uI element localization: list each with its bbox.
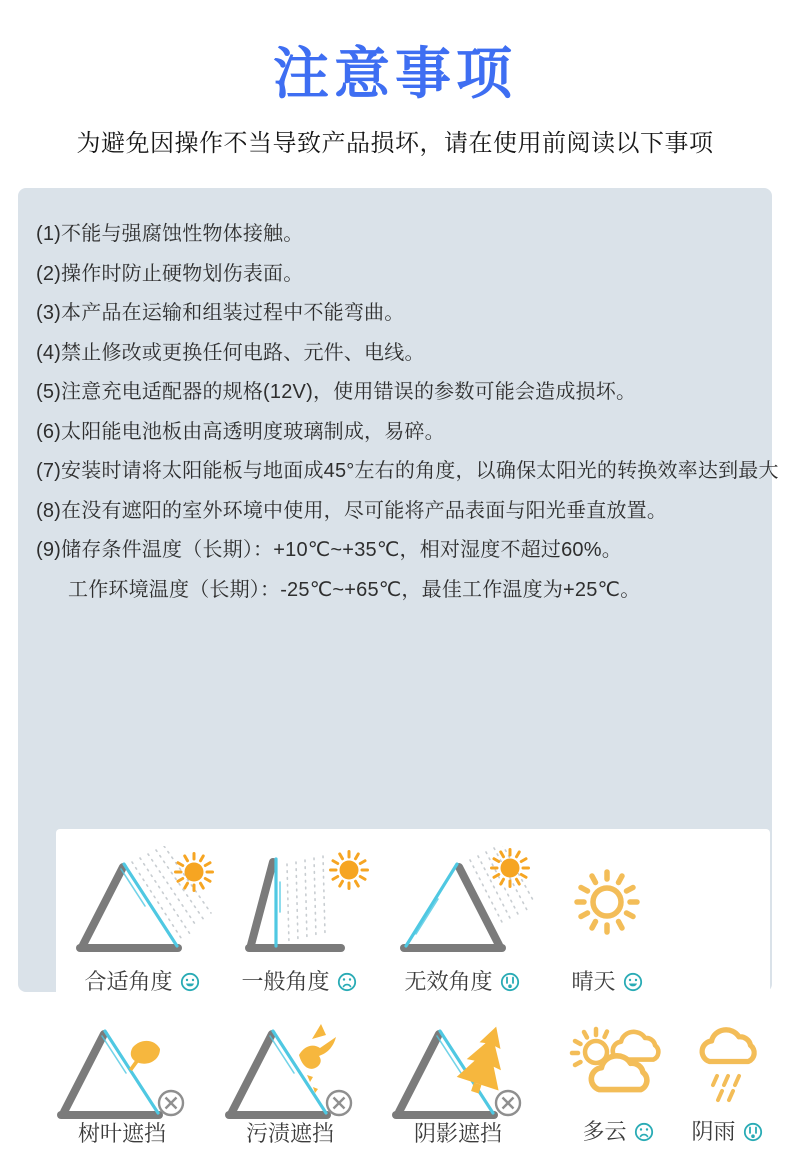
note-item: (1)不能与强腐蚀性物体接触。 — [36, 223, 304, 245]
notes-list — [18, 188, 779, 610]
notes-panel — [18, 188, 779, 1146]
illustration-label: 无效角度 — [404, 969, 519, 995]
note-item: (8)在没有遮阳的室外环境中使用，尽可能将产品表面与阳光垂直放置。 — [36, 499, 668, 522]
illustration-sunny — [528, 839, 686, 995]
sad-face-icon — [337, 972, 357, 992]
cloudy-icon — [566, 1013, 670, 1119]
angle-medium-icon — [225, 839, 373, 969]
note-item: (6)太阳能电池板由高透明度玻璃制成，易碎。 — [36, 420, 445, 443]
note-item: (4)禁止修改或更换任何电路、元件、电线。 — [36, 341, 425, 364]
cry-face-icon — [743, 1122, 763, 1142]
note-item: (3)本产品在运输和组装过程中不能弯曲。 — [36, 302, 405, 324]
smile-face-icon — [180, 972, 200, 992]
stain-block-icon — [215, 1013, 365, 1121]
note-item: (9)储存条件温度（长期）：+10℃~+35℃，相对湿度不超过60%。 — [36, 539, 622, 561]
page-title: 注意事项 — [273, 42, 517, 105]
note-item: (7)安装时请将太阳能板与地面成45°左右的角度，以确保太阳光的转换效率达到最大 — [36, 460, 779, 482]
illustration-label: 树叶遮挡 — [77, 1121, 166, 1146]
illustration-angle-invalid — [380, 839, 544, 995]
illustration-rainy — [662, 1013, 790, 1145]
angle-good-icon — [66, 839, 218, 969]
illustration-label: 阴雨 — [691, 1119, 762, 1145]
illustrations-panel — [56, 829, 770, 1159]
illustration-label: 多云 — [582, 1119, 653, 1145]
illustration-label: 晴天 — [571, 969, 642, 995]
illustration-angle-good — [54, 839, 230, 995]
leaf-block-icon — [47, 1013, 197, 1121]
angle-invalid-icon — [386, 839, 538, 969]
sun-outline-icon — [561, 839, 653, 969]
sad-face-icon — [634, 1122, 654, 1142]
illustration-stain-block — [208, 1013, 372, 1145]
illustration-angle-medium — [216, 839, 382, 995]
illustration-label: 阴影遮挡 — [413, 1121, 502, 1146]
note-item: (5)注意充电适配器的规格(12V)，使用错误的参数可能会造成损坏。 — [36, 381, 637, 403]
illustration-label: 合适角度 — [84, 969, 199, 995]
smile-face-icon — [623, 972, 643, 992]
note-item-continuation: 工作环境温度（长期）：-25℃~+65℃，最佳工作温度为+25℃。 — [68, 578, 641, 601]
note-item: (2)操作时防止硬物划伤表面。 — [36, 262, 304, 285]
cry-face-icon — [500, 972, 520, 992]
page-subtitle: 为避免因操作不当导致产品损坏，请在使用前阅读以下事项 — [76, 130, 714, 157]
illustration-shadow-block — [374, 1013, 542, 1145]
illustration-leaf-block — [40, 1013, 204, 1145]
illustration-label: 污渍遮挡 — [245, 1121, 334, 1146]
rain-icon — [687, 1013, 767, 1119]
shadow-block-icon — [382, 1013, 534, 1121]
illustration-label: 一般角度 — [241, 969, 356, 995]
